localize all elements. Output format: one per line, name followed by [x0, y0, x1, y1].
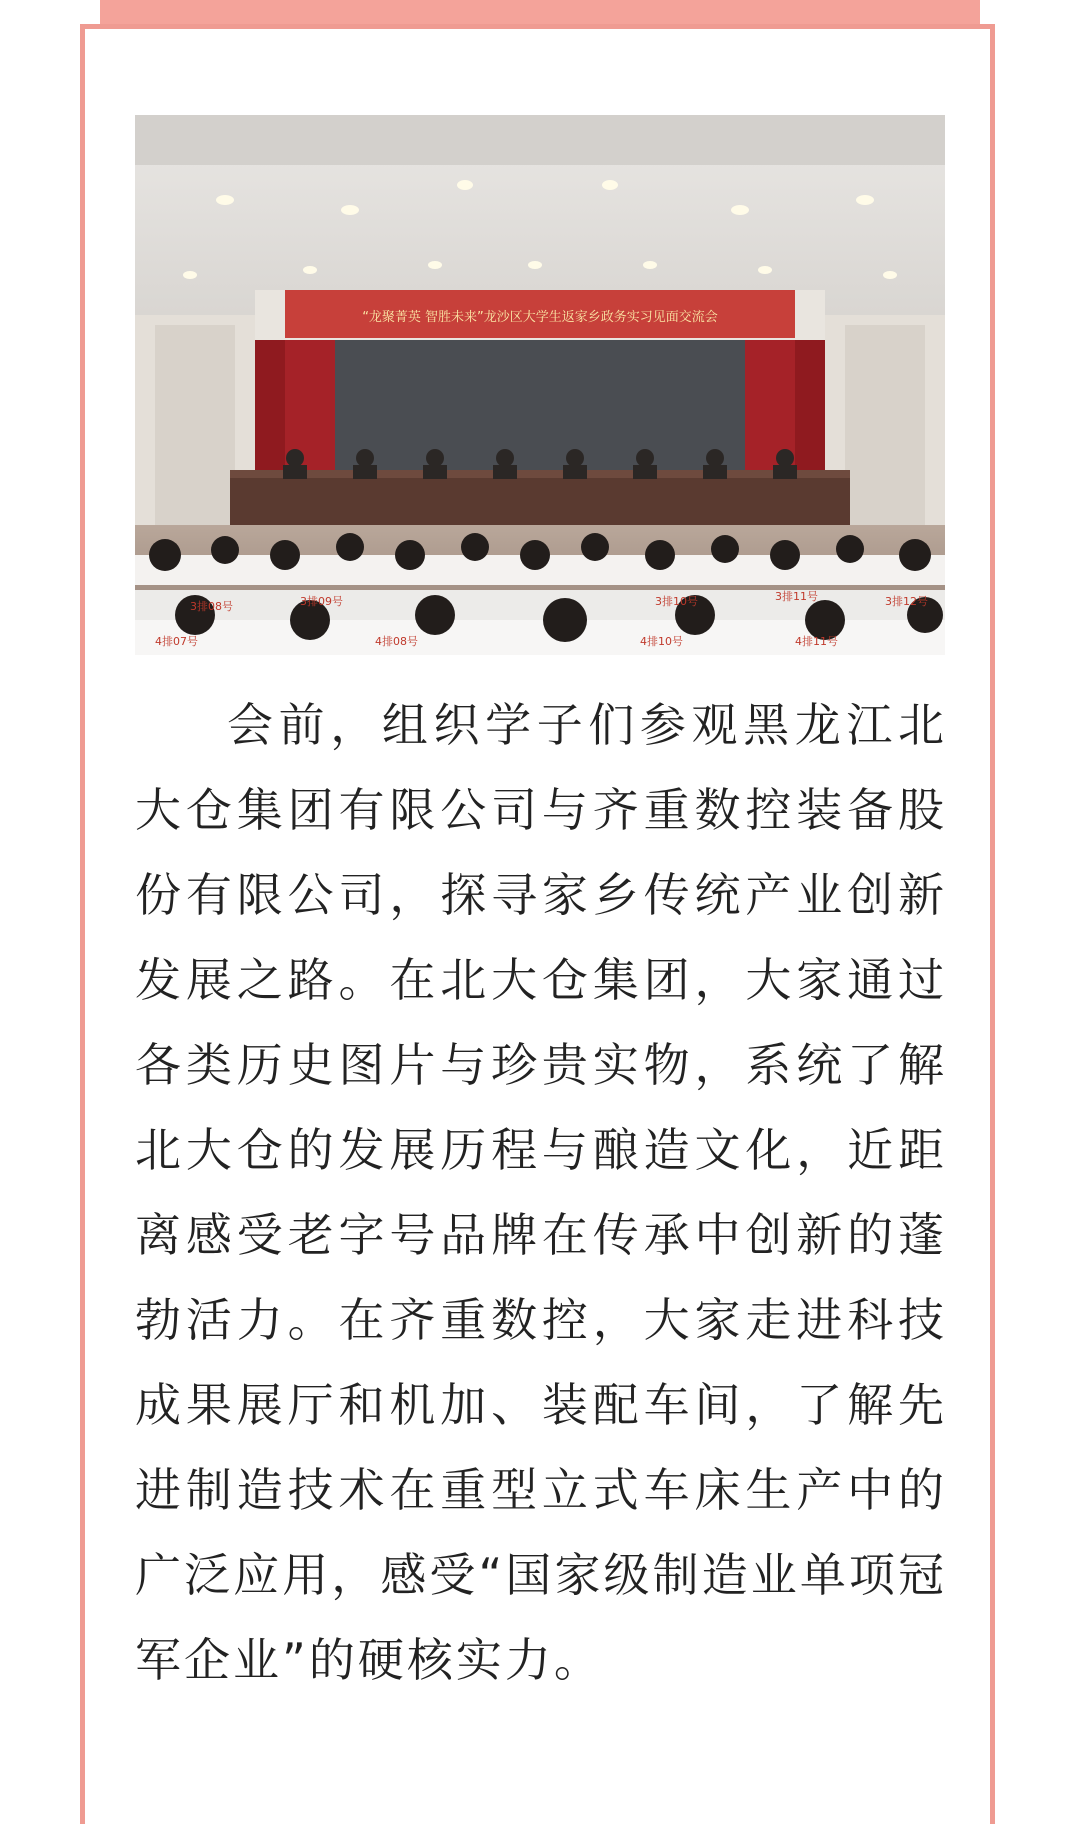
seat-label: 3排08号: [190, 600, 233, 613]
seat-label: 3排11号: [775, 590, 818, 603]
seat-label: 4排11号: [795, 635, 838, 648]
seat-label: 4排07号: [155, 635, 198, 648]
seat-label: 3排10号: [655, 595, 698, 608]
seat-label: 3排12号: [885, 595, 928, 608]
meeting-photo: [135, 115, 945, 655]
seat-label: 4排10号: [640, 635, 683, 648]
banner-text: “龙聚菁英 智胜未来”龙沙区大学生返家乡政务实习见面交流会: [362, 310, 718, 325]
article-paragraph: 会前，组织学子们参观黑龙江北大仓集团有限公司与齐重数控装备股份有限公司，探寻家乡传统产业创新发展之路。在北大仓集团，大家通过各类历史图片与珍贵实物，系统了解北大仓的发展历程与酿造文化，近距离感受老字号品牌在传承中创新的蓬勃活力。在齐重数控，大家走进科技成果展厅和机加、装配车间，了解先进制造技术在重型立式车床生产中的广泛应用，感受“国家级制造业单项冠军企业”的硬核实力。: [135, 698, 947, 1687]
header-decoration-band: [100, 0, 980, 24]
seat-label: 4排08号: [375, 635, 418, 648]
seat-label: 3排09号: [300, 595, 343, 608]
